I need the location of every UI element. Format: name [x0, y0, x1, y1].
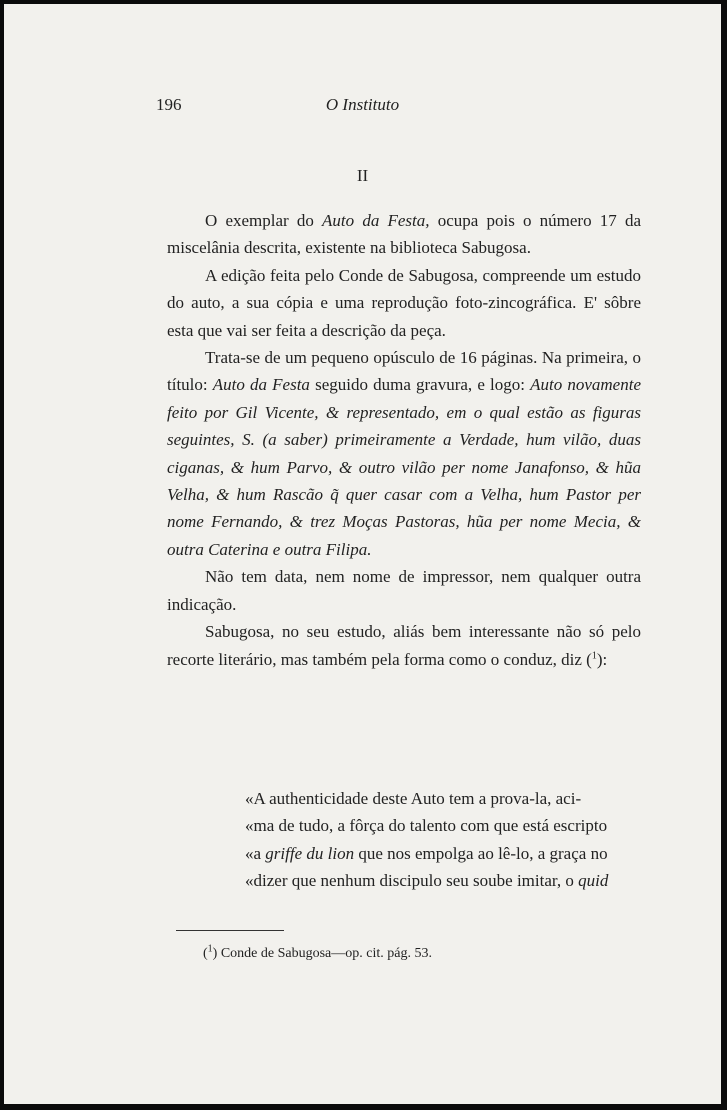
- footnote-ref: 1: [591, 649, 597, 661]
- paragraph-3: Trata-se de um pequeno opúsculo de 16 páginas. Na primeira, o título: Auto da Festa seguido duma gravura, e logo: Auto novamente feito por Gil Vicente, & representado, em o qual estão as figuras seguintes, S. (a saber) primeiramente a Verdade, hum vilão, duas ciganas, & hum Parvo, & outro vilão per nome Janafonso, & hũa Velha, & hum Rascão q̃ quer casar com a Velha, hum Pastor per nome Fernando, & trez Moças Pastoras, hũa per nome Mecia, & outra Caterina e outra Filipa.: [167, 348, 641, 559]
- page-number: 196: [156, 95, 182, 114]
- book-page: [4, 4, 721, 1104]
- quote-line: «ma de tudo, a fôrça do talento com que está escripto: [245, 816, 608, 836]
- footnote-marker: 1: [207, 943, 213, 955]
- block-quote: [245, 785, 641, 895]
- quote-line: «A authenticidade deste Auto tem a prova-la, aci-: [245, 789, 582, 808]
- paragraph-5: Sabugosa, no seu estudo, aliás bem interessante não só pelo recorte literário, mas também pela forma como o conduz, diz ($^1$):: [167, 622, 641, 669]
- journal-title: O Instituto: [325, 95, 400, 114]
- section-heading: II: [356, 166, 369, 185]
- body-text: [167, 207, 641, 673]
- footnote-rule: [176, 930, 284, 931]
- paragraph-2: A edição feita pelo Conde de Sabugosa, compreende um estudo do auto, a sua cópia e uma reprodução foto-zincográfica. E' sôbre esta que vai ser feita a descrição da peça.: [167, 265, 641, 340]
- paragraph-1: O exemplar do Auto da Festa, ocupa pois o número 17 da miscelânia descrita, existente na biblioteca Sabugosa.: [167, 211, 641, 258]
- running-head: [4, 95, 721, 119]
- footnote: ($^1$) Conde de Sabugosa—op. cit. pág. 53.: [203, 943, 432, 961]
- quote-line: «dizer que nenhum discipulo seu soube imitar, o quid: [245, 871, 609, 891]
- paragraph-4: Não tem data, nem nome de impressor, nem qualquer outra indicação.: [167, 567, 641, 614]
- quote-line: «a griffe du lion que nos empolga ao lê-lo, a graça no: [245, 843, 608, 863]
